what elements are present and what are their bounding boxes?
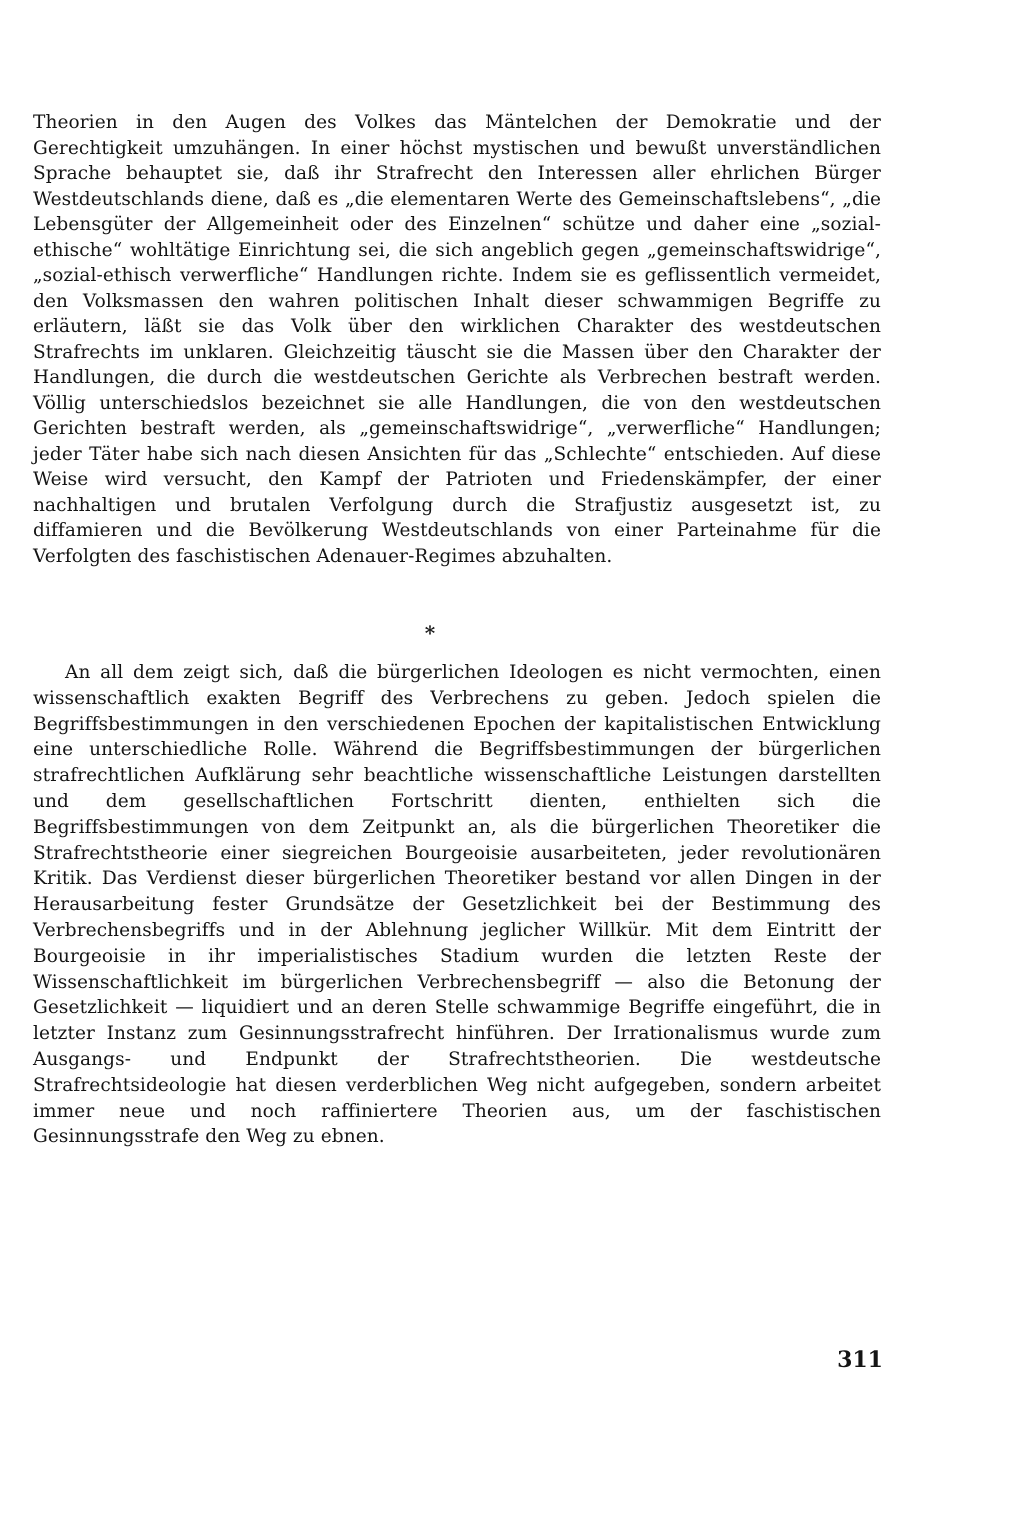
body-paragraph: Theorien in den Augen des Volkes das Mäntelchen der Demokratie und der Gerechtigkeit umzuhängen. In einer höchst mystischen und bewußt unverständlichen Sprache behauptet sie, daß ihr Strafrecht den Interessen aller ehrlichen Bürger Westdeutschlands diene, daß es „die elementaren Werte des Gemeinschaftslebens“, „die Lebensgüter der Allgemeinheit oder des Einzelnen“ schütze und daher eine „sozial-ethische“ wohltätige Einrichtung sei, die sich angeblich gegen „gemeinschaftswidrige“, „sozial-ethisch verwerfliche“ Handlungen richte. Indem sie es geflissentlich vermeidet, den Volksmassen den wahren politischen Inhalt dieser schwammigen Begriffe zu erläutern, läßt sie das Volk über den wirklichen Charakter des westdeutschen Strafrechts im unklaren. Gleichzeitig täuscht sie die Massen über den Charakter der Handlungen, die durch die westdeutschen Gerichte als Verbrechen bestraft werden. Völlig unterschiedslos bezeichnet sie alle Handlungen, die von den westdeutschen Gerichten bestraft werden, als „gemeinschaftswidrige“, „verwerfliche“ Handlungen; jeder Täter habe sich nach diesen Ansichten für das „Schlechte“ entschieden. Auf diese Weise wird versucht, den Kampf der Patrioten und Friedenskämpfer, der einer nachhaltigen und brutalen Verfolgung durch die Strafjustiz ausgesetzt ist, zu diffamieren und die Bevölkerung Westdeutschlands von einer Parteinahme für die Verfolgten des faschistischen Adenauer-Regimes abzuhalten.	[33, 112, 881, 567]
section-break-asterisk: *	[424, 621, 436, 645]
body-paragraph: An all dem zeigt sich, daß die bürgerlichen Ideologen es nicht vermochten, einen wissenschaftlich exakten Begriff des Verbrechens zu geben. Jedoch spielen die Begriffsbestimmungen in den verschiedenen Epochen der kapitalistischen Entwicklung eine unterschiedliche Rolle. Während die Begriffsbestimmungen der bürgerlichen strafrechtlichen Aufklärung sehr beachtliche wissenschaftliche Leistungen darstellten und dem gesellschaftlichen Fortschritt dienten, enthielten sich die Begriffsbestimmungen von dem Zeitpunkt an, als die bürgerlichen Theoretiker die Strafrechtstheorie einer siegreichen Bourgeoisie ausarbeiteten, jeder revolutionären Kritik. Das Verdienst dieser bürgerlichen Theoretiker bestand vor allen Dingen in der Herausarbeitung fester Grundsätze der Gesetzlichkeit bei der Bestimmung des Verbrechensbegriffs und in der Ablehnung jeglicher Willkür. Mit dem Eintritt der Bourgeoisie in ihr imperialistisches Stadium wurden die letzten Reste der Wissenschaftlichkeit im bürgerlichen Verbrechensbegriff — also die Betonung der Gesetzlichkeit — liquidiert und an deren Stelle schwammige Begriffe eingeführt, die in letzter Instanz zum Gesinnungsstrafrecht hinführen. Der Irrationalismus wurde zum Ausgangs- und Endpunkt der Strafrechtstheorien. Die westdeutsche Strafrechtsideologie hat diesen verderblichen Weg nicht aufgegeben, sondern arbeitet immer neue und noch raffiniertere Theorien aus, um der faschistischen Gesinnungsstrafe den Weg zu ebnen.	[33, 662, 881, 1148]
page-number: 311	[837, 1347, 883, 1373]
